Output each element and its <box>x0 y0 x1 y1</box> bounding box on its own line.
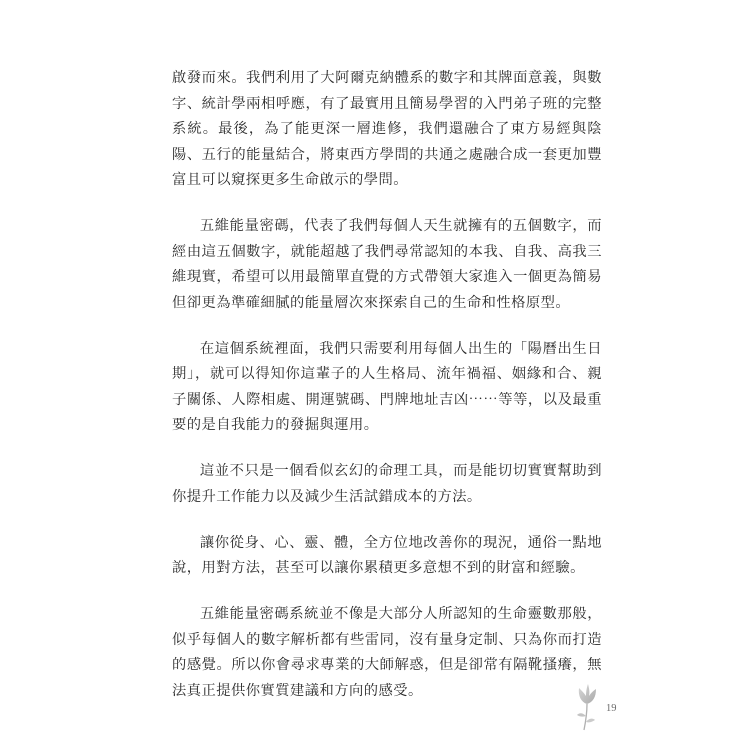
paragraph-3: 在這個系統裡面，我們只需要利用每個人出生的「陽曆出生日期」，就可以得知你這輩子的人生格局、流年禍福、姻緣和合、親子關係、人際相處、開運號碼、門牌地址吉凶⋯⋯等等，以及最重要的是自我能力的發掘與運用。 <box>172 340 602 433</box>
paragraph-5: 讓你從身、心、靈、體，全方位地改善你的現況，通俗一點地說，用對方法，甚至可以讓你累積更多意想不到的財富和經驗。 <box>172 534 602 576</box>
page-number: 19 <box>606 703 617 714</box>
tulip-icon <box>575 682 599 732</box>
paragraph-1: 啟發而來。我們利用了大阿爾克納體系的數字和其牌面意義，與數字、統計學兩相呼應，有了最實用且簡易學習的入門弟子班的完整系統。最後，為了能更深一層進修，我們還融合了東方易經與陰陽、五行的能量結合，將東西方學問的共通之處融合成一套更加豐富且可以窺探更多生命啟示的學問。 <box>172 70 602 188</box>
paragraph-6: 五維能量密碼系統並不像是大部分人所認知的生命靈數那般，似乎每個人的數字解析都有些雷同，沒有量身定制、只為你而打造的感覺。所以你會尋求專業的大師解惑，但是卻常有隔靴搔癢，無法真正提供你實質建議和方向的感受。 <box>172 606 602 699</box>
paragraph-2: 五維能量密碼，代表了我們每個人天生就擁有的五個數字，而經由這五個數字，就能超越了我們尋常認知的本我、自我、高我三維現實，希望可以用最簡單直覺的方式帶領大家進入一個更為簡易但卻更為準確細膩的能量層次來探索自己的生命和性格原型。 <box>172 218 602 311</box>
paragraph-4: 這並不只是一個看似玄幻的命理工具，而是能切切實實幫助到你提升工作能力以及減少生活試錯成本的方法。 <box>172 463 602 505</box>
body-text <box>172 66 602 704</box>
